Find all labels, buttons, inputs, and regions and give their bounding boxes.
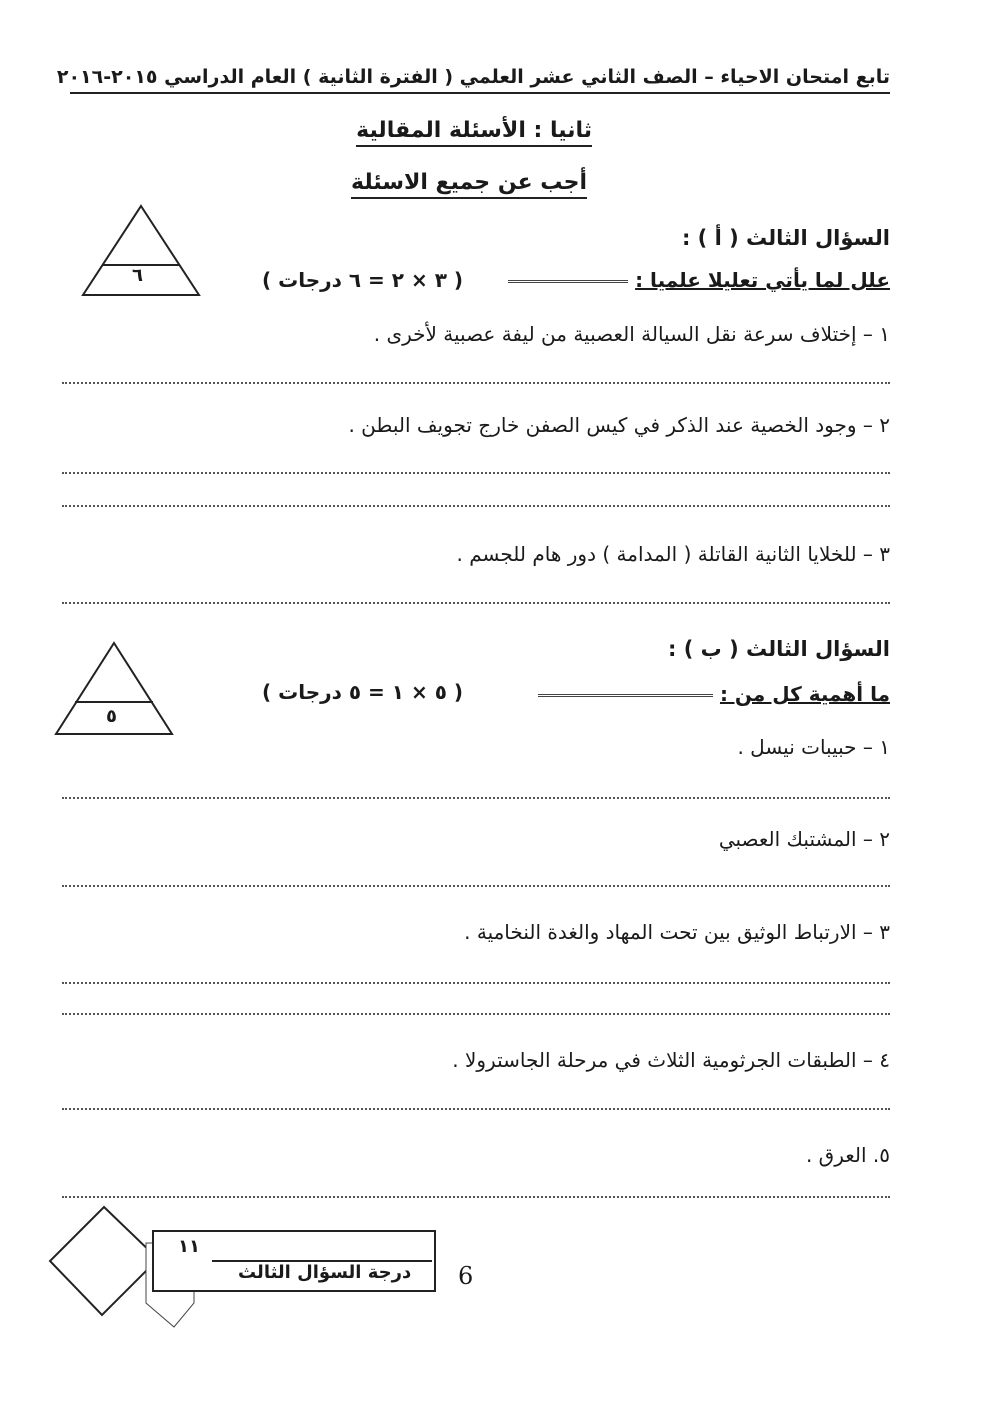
question-3b-title: السؤال الثالث ( ب ) : (668, 637, 890, 661)
prompt-text: علل لما يأتي تعليلا علميا : (635, 268, 890, 292)
q3a-item-2: ٢ – وجود الخصية عند الذكر في كيس الصفن خارج تجويف البطن . (348, 413, 890, 437)
q3b-item-2: ٢ – المشتبك العصبي (718, 827, 890, 851)
answer-line (62, 885, 890, 887)
question-3b-marks: ( ٥ × ١ = ٥ درجات ) (262, 680, 464, 704)
triangle-a-value: ٦ (132, 265, 143, 286)
box-label: درجة السؤال الثالث (238, 1262, 412, 1283)
question-3a-title: السؤال الثالث ( أ ) : (681, 226, 890, 250)
written-score: 6 (458, 1262, 474, 1290)
answer-line (62, 602, 890, 604)
answer-line (62, 982, 890, 984)
answer-line (62, 472, 890, 474)
answer-line (62, 797, 890, 799)
q3b-item-5: ٥. العرق . (805, 1143, 890, 1167)
answer-line (62, 1108, 890, 1110)
exam-header: تابع امتحان الاحياء – الصف الثاني عشر العلمي ( الفترة الثانية ) العام الدراسي ٢٠١٥-٢٠١٦ (70, 66, 890, 94)
instruction: أجب عن جميع الاسئلة (351, 170, 587, 199)
answer-line (62, 1196, 890, 1198)
q3b-item-4: ٤ – الطبقات الجرثومية الثلاث في مرحلة الجاسترولا . (452, 1048, 890, 1072)
answer-line (62, 505, 890, 507)
prompt-text: ما أهمية كل من : (719, 682, 890, 706)
triangle-b-value: ٥ (106, 706, 117, 727)
answer-line (62, 382, 890, 384)
answer-line (62, 1013, 890, 1015)
question-3a-marks: ( ٣ × ٢ = ٦ درجات ) (262, 268, 464, 292)
question-3b-prompt (530, 682, 890, 706)
section-title: ثانيا : الأسئلة المقالية (356, 118, 592, 147)
prompt-rule (508, 280, 628, 283)
q3b-item-3: ٣ – الارتباط الوثيق بين تحت المهاد والغدة النخامية . (464, 920, 890, 944)
question-3a-prompt (500, 268, 890, 292)
prompt-rule (538, 694, 713, 697)
q3a-item-3: ٣ – للخلايا الثانية القاتلة ( المدامة ) دور هام للجسم . (456, 542, 890, 566)
q3b-item-1: ١ – حبيبات نيسل . (737, 735, 890, 759)
q3a-item-1: ١ – إختلاف سرعة نقل السيالة العصبية من ليفة عصبية لأخرى . (373, 322, 890, 346)
box-score-value: ١١ (178, 1236, 200, 1257)
